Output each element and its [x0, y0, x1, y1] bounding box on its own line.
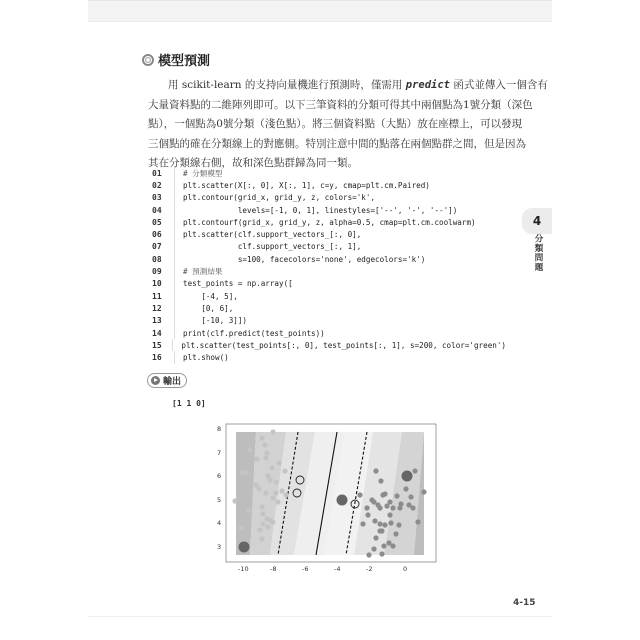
line-number: 09: [152, 267, 162, 277]
code-text: plt.scatter(X[:, 0], X[:, 1], c=y, cmap=plt.cm.Paired): [174, 179, 430, 191]
line-number: 15: [152, 340, 162, 350]
code-text: s=100, facecolors='none', edgecolors='k'): [174, 253, 425, 265]
page-number: 4-15: [513, 598, 536, 608]
code-text: # 預測結果: [174, 265, 223, 277]
svg-text:8: 8: [217, 425, 222, 433]
code-text: # 分類模型: [174, 167, 223, 179]
code-line: [146, 278, 506, 290]
code-line: [146, 204, 506, 216]
code-line: [146, 179, 506, 191]
body-paragraph: [148, 76, 548, 174]
paragraph-line-4: 三個點的確在分類線上的對應側。特別注意中間的點落在兩個點群之間，但是因為: [148, 137, 526, 150]
svg-text:6: 6: [217, 472, 222, 480]
play-circle-icon: [151, 376, 160, 385]
code-line: [146, 290, 506, 302]
code-line: [146, 351, 506, 363]
chapter-tab: [522, 208, 552, 234]
line-number: 05: [152, 217, 162, 227]
line-number: 06: [152, 230, 162, 240]
paragraph-line-3: 點），一個點為0號分類（淺色點）。將三個資料點（大點）放在座標上，可以發現: [148, 118, 523, 130]
output-result: [1 1 0]: [172, 399, 206, 408]
paragraph-text: 函式並傳入一個含有: [450, 79, 548, 91]
paragraph-text: 用 scikit-learn 的支持向量機進行預測時，僅需用: [168, 79, 406, 91]
output-label: 輸出: [163, 377, 182, 387]
paragraph-line-1: [148, 76, 548, 96]
line-number: 04: [152, 205, 162, 215]
svg-text:0: 0: [403, 565, 408, 573]
code-text: test_points = np.array([: [174, 278, 293, 290]
line-number: 02: [152, 180, 162, 190]
code-text: plt.scatter(clf.support_vectors_[:, 0],: [174, 228, 361, 240]
line-number: 10: [152, 279, 162, 289]
code-line: [146, 265, 506, 277]
code-listing: [146, 167, 506, 364]
code-text: levels=[-1, 0, 1], linestyles=['--', '-', '--']): [174, 204, 457, 216]
line-number: 13: [152, 316, 162, 326]
page-header-band: [88, 0, 552, 22]
svg-text:-10: -10: [238, 565, 249, 573]
chapter-number: 4: [532, 214, 542, 228]
code-line: [146, 339, 506, 351]
code-line: [146, 167, 506, 179]
line-number: 12: [152, 303, 162, 313]
svm-decision-boundary-figure: [210, 418, 440, 578]
code-line: [146, 228, 506, 240]
line-number: 16: [152, 353, 162, 363]
code-line: [146, 253, 506, 265]
svg-text:3: 3: [217, 543, 222, 551]
line-number: 01: [152, 168, 162, 178]
code-text: plt.show(): [174, 351, 229, 363]
svg-text:4: 4: [217, 519, 222, 527]
code-line: [146, 192, 506, 204]
code-text: print(clf.predict(test_points)): [174, 327, 325, 339]
svg-text:5: 5: [217, 496, 222, 504]
gear-bullet-icon: [142, 54, 154, 66]
code-text: plt.scatter(test_points[:, 0], test_points[:, 1], s=200, color='green'): [172, 339, 506, 351]
output-badge: [147, 373, 187, 388]
section-heading: [142, 50, 210, 69]
x-axis-ticks: [238, 565, 407, 573]
code-line: [146, 302, 506, 314]
svg-text:-4: -4: [334, 565, 341, 573]
line-number: 11: [152, 291, 162, 301]
y-axis-ticks: [217, 425, 221, 551]
code-line: [146, 315, 506, 327]
svg-text:-8: -8: [270, 565, 277, 573]
line-number: 07: [152, 242, 162, 252]
svg-text:-6: -6: [302, 565, 309, 573]
code-line: [146, 216, 506, 228]
line-number: 03: [152, 193, 162, 203]
section-title: 模型預測: [158, 54, 211, 69]
line-number: 14: [152, 328, 162, 338]
code-line: [146, 241, 506, 253]
code-text: plt.contourf(grid_x, grid_y, z, alpha=0.5, cmap=plt.cm.coolwarm): [174, 216, 476, 228]
code-text: plt.contour(grid_x, grid_y, z, colors='k',: [174, 192, 375, 204]
code-text: clf.support_vectors_[:, 1],: [174, 241, 361, 253]
paragraph-line-2: 大量資料點的二維陣列即可。以下三筆資料的分類可得其中兩個點為1號分類（深色: [148, 98, 533, 111]
inline-code-predict: predict: [405, 79, 451, 91]
paragraph-line-5: 其在分類線右側，故和深色點群歸為同一類。: [148, 157, 358, 169]
code-text: [0, 6],: [174, 302, 233, 314]
code-text: [-10, 3]]): [174, 315, 247, 327]
svg-text:-2: -2: [366, 565, 373, 573]
chapter-title: 分類問題: [533, 234, 543, 272]
footer-rule: [88, 616, 552, 617]
line-number: 08: [152, 254, 162, 264]
code-line: [146, 327, 506, 339]
code-text: [-4, 5],: [174, 290, 238, 302]
svg-text:7: 7: [217, 449, 222, 457]
